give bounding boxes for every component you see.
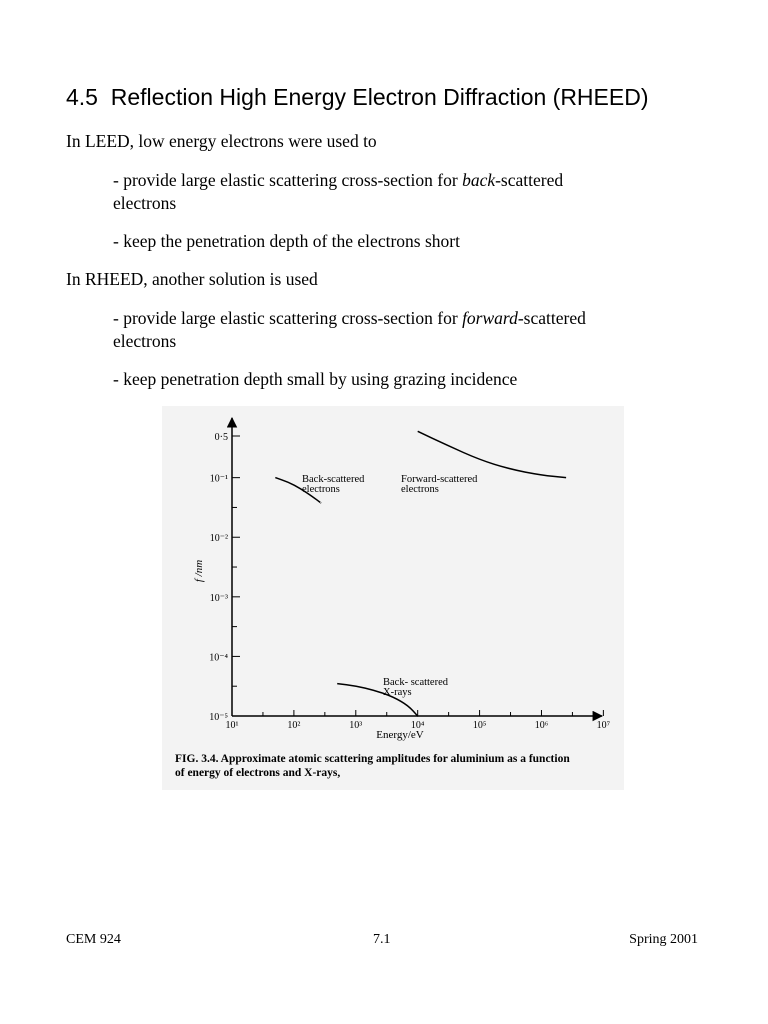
caption-line-1: FIG. 3.4. Approximate atomic scattering amplitudes for aluminium as a function: [175, 753, 570, 765]
footer-term: Spring 2001: [629, 932, 698, 947]
series-curve-2: [418, 431, 566, 477]
y-tick-label: 0·5: [214, 432, 228, 443]
y-ticks: [209, 432, 240, 723]
label-forward-electrons-1: Forward-scattered: [401, 474, 478, 485]
rheed-point-2: - keep penetration depth small by using grazing incidence: [113, 369, 518, 389]
x-tick-label: 10¹: [225, 720, 239, 731]
x-tick-label: 10⁷: [596, 720, 611, 731]
scattering-figure: [162, 406, 624, 790]
x-tick-label: 10⁶: [534, 720, 549, 731]
x-tick-label: 10²: [287, 720, 301, 731]
emphasis-back: back: [462, 170, 496, 190]
x-axis-label: Energy/eV: [376, 729, 424, 741]
rheed-point-1: - provide large elastic scattering cross-section for forward-scattered: [113, 308, 586, 328]
scattering-chart: [162, 406, 624, 746]
label-forward-electrons-2: electrons: [401, 484, 439, 495]
leed-point-1-continued: electrons: [113, 193, 177, 213]
figure-caption: [175, 752, 570, 780]
caption-line-2: of energy of electrons and X-rays,: [175, 767, 341, 779]
x-tick-label: 10³: [349, 720, 363, 731]
rheed-point-1-continued: electrons: [113, 331, 177, 351]
x-tick-label: 10⁵: [472, 720, 487, 731]
label-back-xrays-1: Back- scattered: [383, 677, 449, 688]
emphasis-forward: forward: [462, 308, 518, 328]
leed-point-1: - provide large elastic scattering cross-section for back-scattered: [113, 170, 564, 190]
label-back-electrons-2: electrons: [302, 484, 340, 495]
footer-course: CEM 924: [66, 932, 121, 947]
paragraph-leed: In LEED, low energy electrons were used to: [66, 131, 377, 151]
y-tick-label: 10⁻³: [209, 592, 228, 604]
y-tick-label: 10⁻¹: [209, 473, 228, 485]
y-tick-label: 10⁻⁵: [209, 712, 228, 723]
section-title: Reflection High Energy Electron Diffraction (RHEED): [110, 84, 649, 110]
y-axis-label: f /nm: [193, 559, 205, 583]
section-number: 4.5: [66, 84, 98, 110]
x-ticks: [226, 710, 611, 731]
y-tick-label: 10⁻²: [209, 533, 228, 545]
x-tick-label: 10⁴: [410, 720, 425, 731]
label-back-xrays-2: X-rays: [383, 687, 412, 698]
label-back-electrons-1: Back-scattered: [302, 474, 365, 485]
leed-point-2: - keep the penetration depth of the electrons short: [113, 231, 460, 251]
y-tick-label: 10⁻⁴: [209, 652, 228, 664]
footer-page-number: 7.1: [373, 932, 391, 947]
paragraph-rheed: In RHEED, another solution is used: [66, 269, 318, 289]
section-heading: [66, 84, 649, 111]
